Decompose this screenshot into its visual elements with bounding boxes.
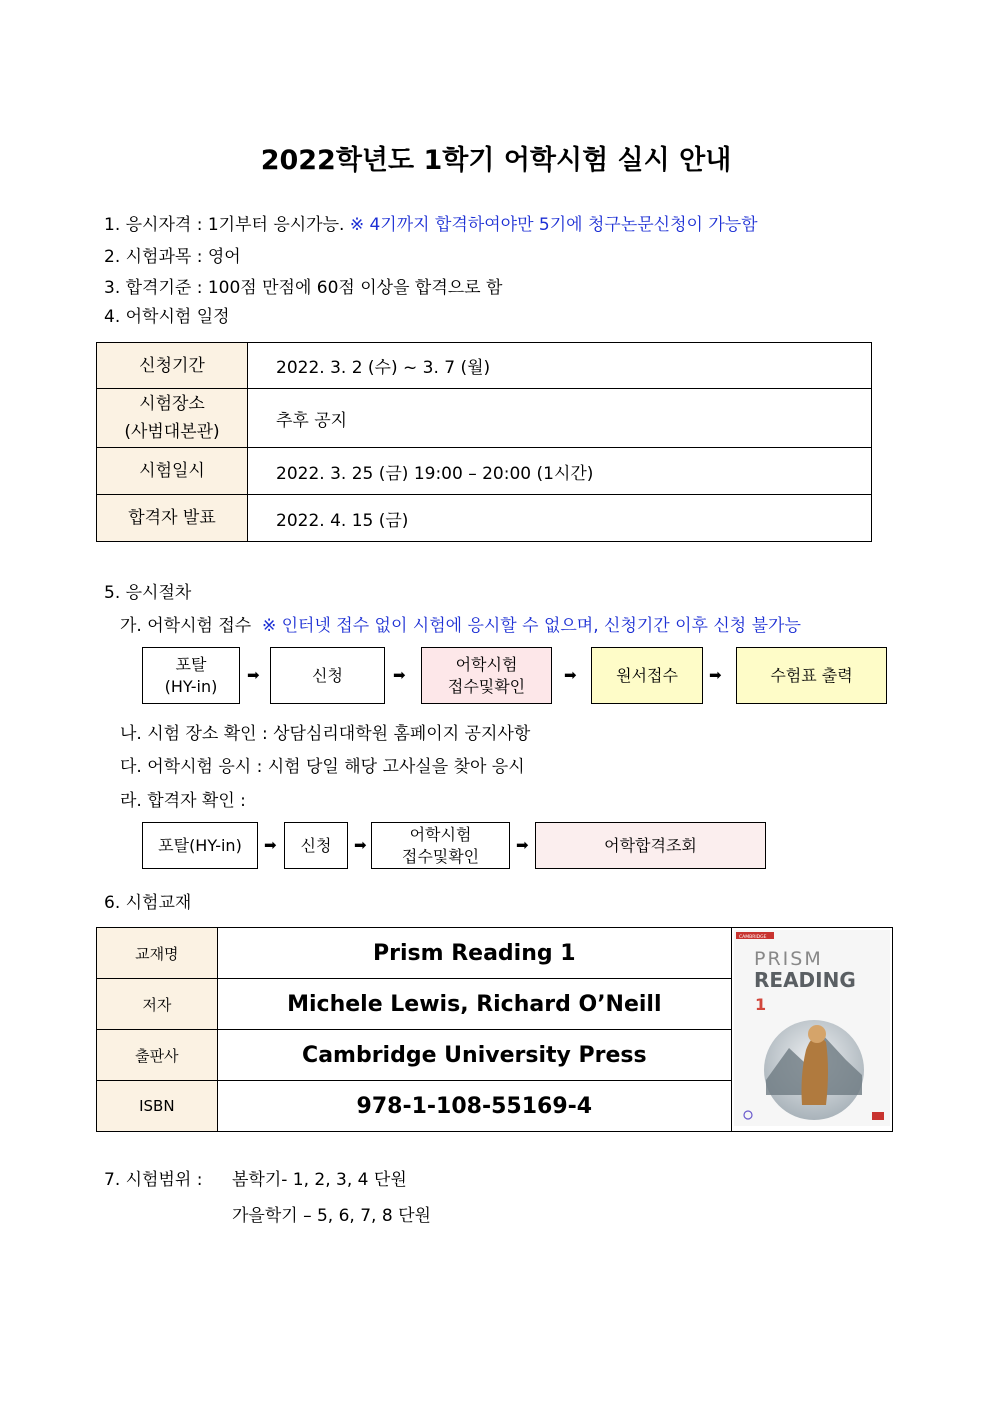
- schedule-label-line1: 시험장소: [139, 394, 205, 414]
- schedule-value: 2022. 3. 25 (금) 19:00 – 20:00 (1시간): [248, 448, 872, 495]
- step-ga-label: 가. 어학시험 접수: [120, 616, 252, 636]
- flow-arrow-icon: ➡: [709, 666, 722, 684]
- eligibility-note: ※ 4기까지 합격하여야만 5기에 청구논문신청이 가능함: [349, 215, 758, 235]
- step-da: 다. 어학시험 응시 : 시험 당일 해당 고사실을 찾아 응시: [120, 757, 525, 777]
- textbook-row: [97, 928, 893, 979]
- flow-arrow-icon: ➡: [564, 666, 577, 684]
- schedule-value: 추후 공지: [248, 389, 872, 448]
- flow-arrow-icon: ➡: [354, 836, 367, 854]
- flow1-application-box: 원서접수: [591, 647, 703, 704]
- textbook-label: ISBN: [97, 1081, 218, 1132]
- flow1-portal-box: [142, 647, 240, 704]
- schedule-label: [97, 389, 248, 448]
- schedule-row: [97, 495, 872, 542]
- schedule-table: [96, 342, 872, 542]
- textbook-label: 출판사: [97, 1030, 218, 1081]
- item-procedure-heading: 5. 응시절차: [104, 583, 192, 603]
- step-ra: 라. 합격자 확인 :: [120, 791, 246, 811]
- step-na: 나. 시험 장소 확인 : 상담심리대학원 홈페이지 공지사항: [120, 724, 531, 744]
- flow1-exam-registration-box: [421, 647, 552, 704]
- book-cover-cell: [732, 928, 893, 1132]
- item-eligibility: [104, 210, 758, 235]
- flow1-portal-line2: (HY-in): [164, 676, 218, 696]
- flow-arrow-icon: ➡: [393, 666, 406, 684]
- cover-publisher: CAMBRIDGE: [739, 934, 767, 940]
- item-scope-fall: 가을학기 – 5, 6, 7, 8 단원: [232, 1206, 431, 1226]
- schedule-row: [97, 448, 872, 495]
- textbook-table: [96, 927, 893, 1132]
- flow2-portal-box: 포탈(HY-in): [142, 822, 258, 869]
- schedule-value: 2022. 4. 15 (금): [248, 495, 872, 542]
- page-title: 2022학년도 1학기 어학시험 실시 안내: [260, 145, 732, 176]
- flow1-exam-line1: 어학시험: [455, 654, 518, 674]
- flow1-exam-line2: 접수및확인: [447, 676, 526, 696]
- schedule-label: 신청기간: [97, 343, 248, 389]
- schedule-row: [97, 343, 872, 389]
- flow2-exam-registration-box: [371, 822, 510, 869]
- textbook-value: 978-1-108-55169-4: [217, 1081, 731, 1132]
- item-schedule-heading: 4. 어학시험 일정: [104, 307, 230, 327]
- step-ga: [120, 611, 801, 636]
- flow-arrow-icon: ➡: [264, 836, 277, 854]
- step-ga-note: ※ 인터넷 접수 없이 시험에 응시할 수 없으며, 신청기간 이후 신청 불가능: [261, 616, 801, 636]
- schedule-label: 합격자 발표: [97, 495, 248, 542]
- flow-arrow-icon: ➡: [247, 666, 260, 684]
- schedule-label: 시험일시: [97, 448, 248, 495]
- schedule-row: [97, 389, 872, 448]
- flow1-apply-box: 신청: [270, 647, 385, 704]
- item-scope-label: 7. 시험범위 :: [104, 1170, 203, 1190]
- item-subject: 2. 시험과목 : 영어: [104, 247, 241, 267]
- textbook-value: Cambridge University Press: [217, 1030, 731, 1081]
- item-textbook-heading: 6. 시험교재: [104, 893, 192, 913]
- flow2-apply-box: 신청: [284, 822, 348, 869]
- cover-title-word1: PRISM: [754, 947, 823, 970]
- textbook-label: 저자: [97, 979, 218, 1030]
- flow1-admission-ticket-box: 수험표 출력: [736, 647, 887, 704]
- flow1-portal-line1: 포탈: [175, 654, 207, 674]
- textbook-value: Michele Lewis, Richard O’Neill: [217, 979, 731, 1030]
- cover-title-word2: READING: [754, 967, 856, 992]
- item-scope-spring: 봄학기- 1, 2, 3, 4 단원: [232, 1170, 407, 1190]
- textbook-label: 교재명: [97, 928, 218, 979]
- textbook-value: Prism Reading 1: [217, 928, 731, 979]
- flow2-exam-line1: 어학시험: [409, 824, 472, 844]
- eligibility-label: 1. 응시자격 : 1기부터 응시가능.: [104, 215, 345, 235]
- schedule-label-line2: (사범대본관): [124, 422, 220, 442]
- flow2-result-box: 어학합격조회: [535, 822, 766, 869]
- cover-level: 1: [755, 994, 767, 1014]
- book-cover-image: [734, 930, 890, 1126]
- item-pass-criteria: 3. 합격기준 : 100점 만점에 60점 이상을 합격으로 함: [104, 278, 503, 298]
- schedule-value: 2022. 3. 2 (수) ~ 3. 7 (월): [248, 343, 872, 389]
- flow-arrow-icon: ➡: [516, 836, 529, 854]
- flow2-exam-line2: 접수및확인: [401, 846, 480, 866]
